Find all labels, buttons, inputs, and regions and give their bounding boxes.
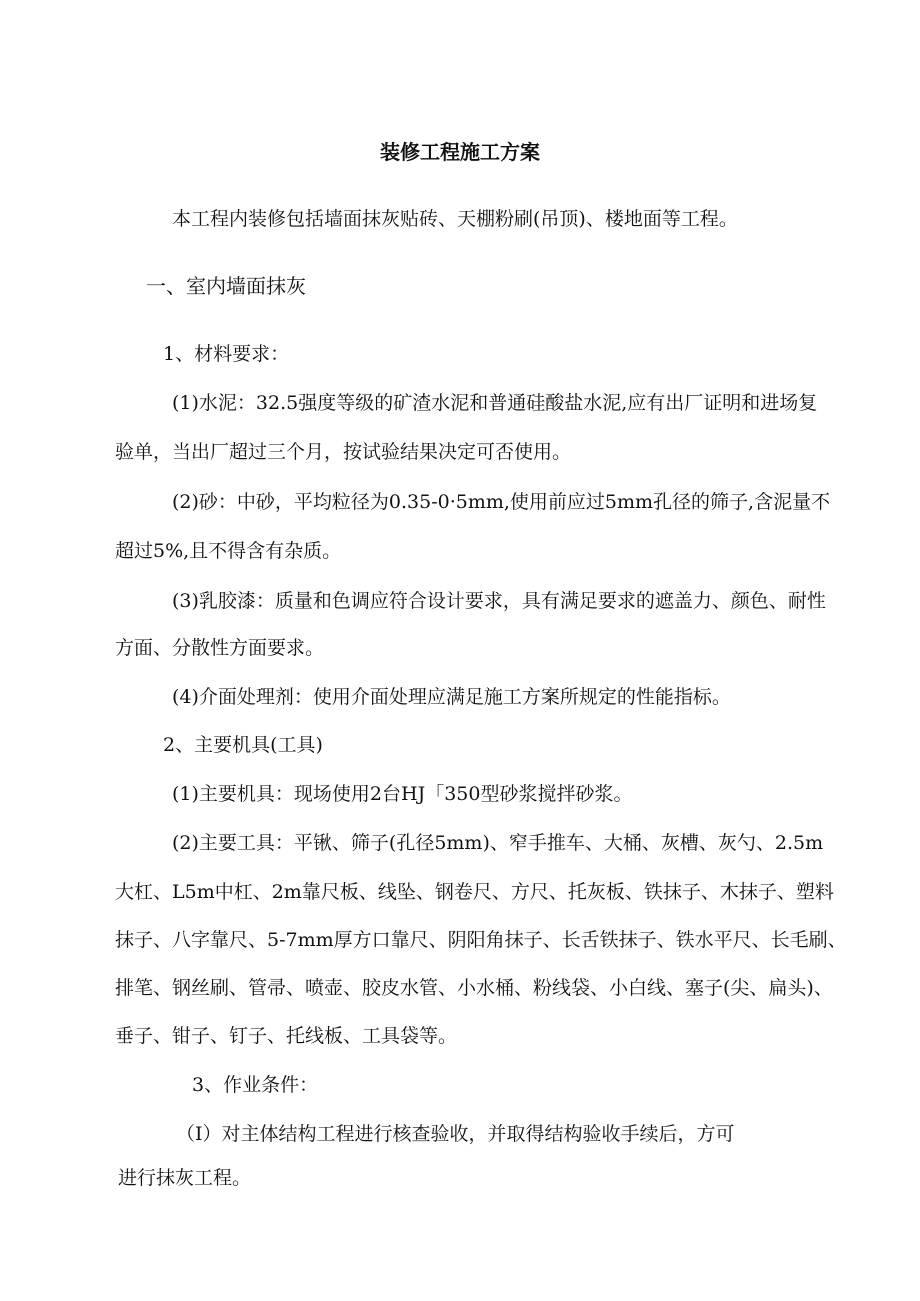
item-latex-paint-line-2: 方面、分散性方面要求。	[115, 637, 325, 659]
condition-line-2: 进行抹灰工程。	[118, 1167, 252, 1189]
item-latex-paint-line-1: (3)乳胶漆：质量和色调应符合设计要求，具有满足要求的遮盖力、颜色、耐性	[172, 590, 826, 612]
tool-main-machinery: (1)主要机具：现场使用2台HJ「350型砂浆搅拌砂浆。	[172, 783, 633, 805]
section-heading-wall-plastering: 一、室内墙面抹灰	[146, 274, 306, 298]
item-cement-line-1: (1)水泥：32.5强度等级的矿渣水泥和普通硅酸盐水泥,应有出厂证明和进场复	[172, 392, 818, 414]
item-sand-line-2: 超过5%,且不得含有杂质。	[115, 540, 342, 562]
item-cement-line-2: 验单，当出厂超过三个月，按试验结果决定可否使用。	[115, 441, 572, 463]
tool-list-line-5: 垂子、钳子、钉子、托线板、工具袋等。	[115, 1025, 458, 1047]
condition-line-1: （I）对主体结构工程进行核查验收，并取得结构验收手续后，方可	[176, 1123, 735, 1145]
document-title: 装修工程施工方案	[380, 140, 540, 164]
tool-list-line-3: 抹子、八字靠尺、5-7mm厚方口靠尺、阴阳角抹子、长舌铁抹子、铁水平尺、长毛刷、	[115, 929, 847, 951]
intro-paragraph: 本工程内装修包括墙面抹灰贴砖、天棚粉刷(吊顶)、楼地面等工程。	[172, 208, 738, 230]
item-sand-line-1: (2)砂：中砂，平均粒径为0.35-0·5mm,使用前应过5mm孔径的筛子,含泥量不	[172, 491, 831, 513]
subheading-material-requirements: 1、材料要求：	[163, 343, 290, 365]
tool-list-line-1: (2)主要工具：平锹、筛子(孔径5mm)、窄手推车、大桶、灰槽、灰勺、2.5m	[172, 832, 824, 854]
subheading-work-conditions: 3、作业条件：	[192, 1074, 319, 1096]
subheading-main-tools: 2、主要机具(工具)	[163, 734, 323, 756]
item-interface-agent: (4)介面处理剂：使用介面处理应满足施工方案所规定的性能指标。	[172, 686, 731, 708]
tool-list-line-2: 大杠、L5m中杠、2m靠尺板、线坠、钢卷尺、方尺、托灰板、铁抹子、木抹子、塑料	[115, 881, 834, 903]
tool-list-line-4: 排笔、钢丝刷、管帚、喷壶、胶皮水管、小水桶、粉线袋、小白线、塞子(尖、扁头)、	[115, 977, 833, 999]
